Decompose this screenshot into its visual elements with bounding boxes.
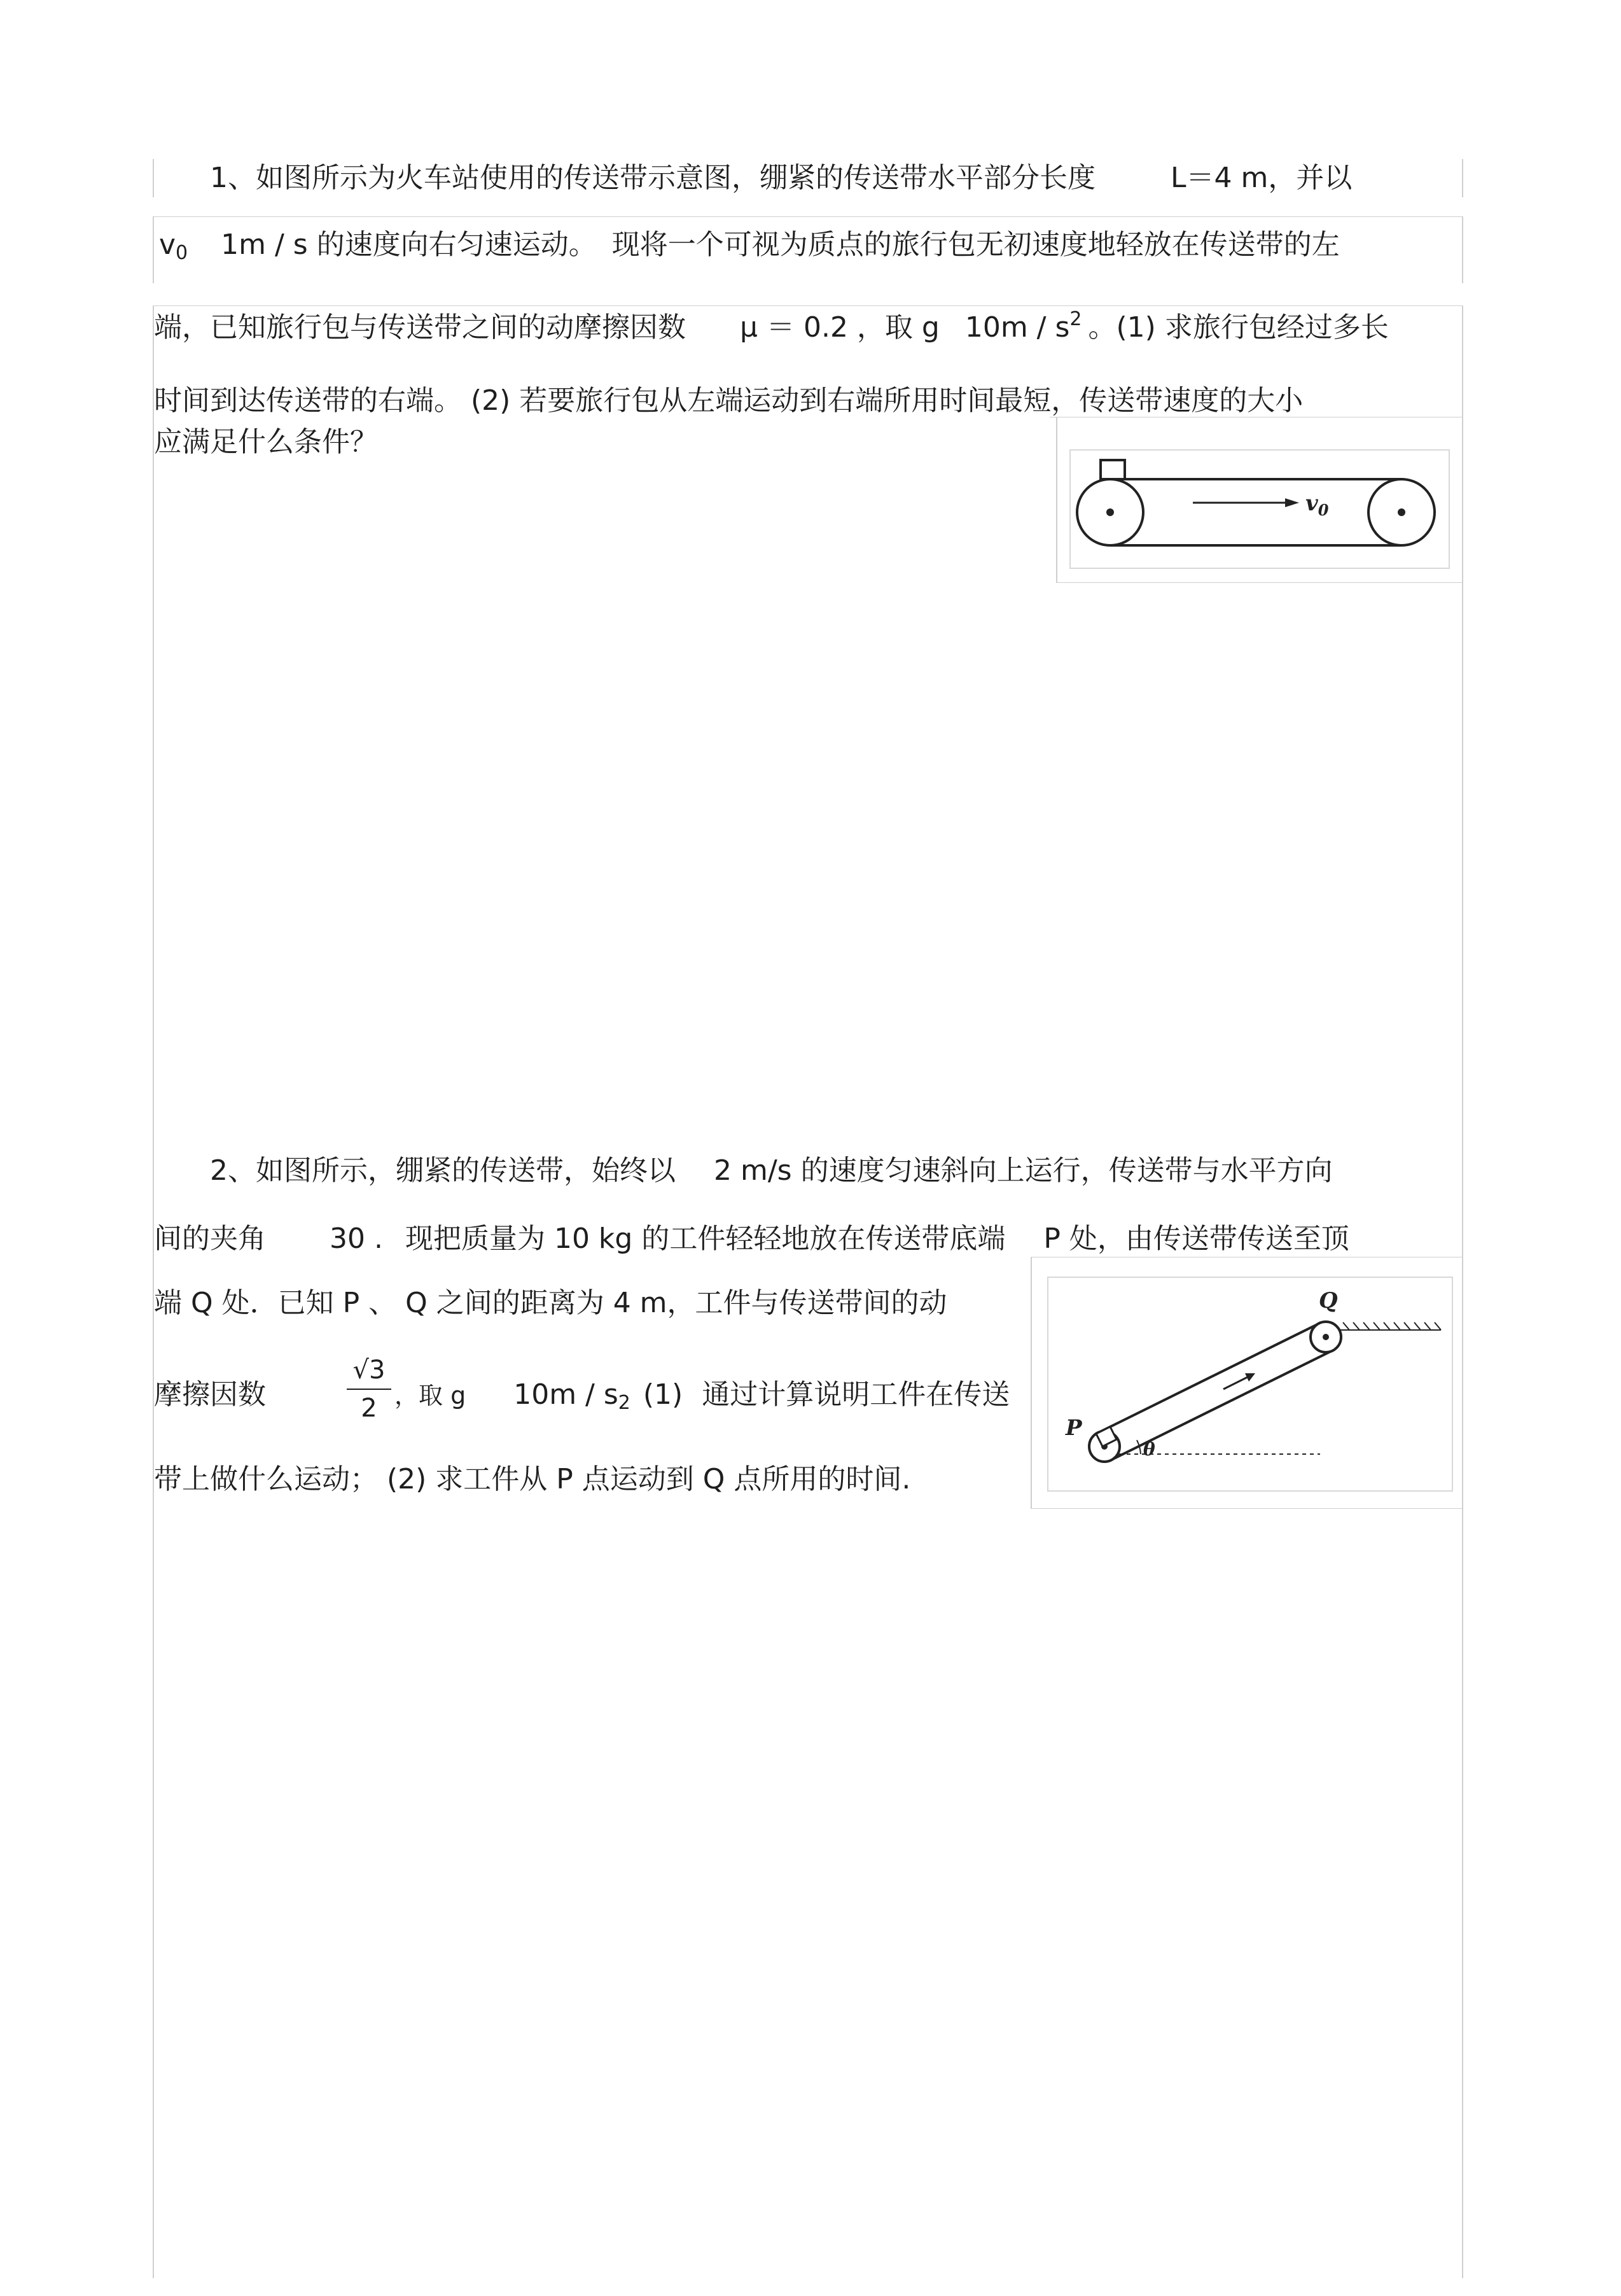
p1-line1	[210, 159, 1352, 197]
rule-h-a	[153, 216, 1463, 217]
incline-belt-top	[1097, 1324, 1319, 1433]
rule-fig2-left	[1031, 1257, 1032, 1508]
p2-angle-label: 间的夹角	[154, 1222, 266, 1255]
fraction-numerator: √3	[352, 1355, 386, 1385]
p1-v0-symbol: $v_0$	[159, 228, 188, 264]
velocity-arrow-head	[1285, 498, 1299, 507]
p2-line1	[210, 1152, 1333, 1190]
p2-mu-fraction	[347, 1354, 391, 1424]
p1-length-value: L＝4 m，并以	[1171, 162, 1353, 194]
figure1-horizontal-belt	[1069, 449, 1451, 570]
p2-g-label: ，取 g	[394, 1382, 466, 1410]
p2-line5	[154, 1460, 910, 1499]
belt-direction-arrow	[1223, 1376, 1249, 1389]
figure2-inclined-belt	[1047, 1276, 1454, 1492]
rule-right-p1b	[1462, 216, 1463, 283]
rule-fig1-left	[1056, 417, 1057, 582]
p2-angle-value: 30 .	[330, 1222, 383, 1255]
p1-line3	[154, 309, 1389, 347]
p2-p-text: P 处，由传送带传送至顶	[1043, 1222, 1349, 1255]
p1-line5-text: 应满足什么条件？	[154, 426, 378, 458]
p2-mass-text: 现把质量为 10 kg 的工件轻轻地放在传送带底端	[405, 1222, 1006, 1255]
rule-h-d	[1056, 582, 1463, 583]
p2-line4	[154, 1376, 266, 1414]
rule-left-p1b	[153, 216, 154, 283]
p1-line3-text: 端，已知旅行包与传送带之间的动摩擦因数	[154, 311, 686, 344]
p1-mu-value: μ ＝ 0.2 ，取 g	[740, 311, 940, 344]
p1-speed-value: 1m / s 的速度向右匀速运动。	[221, 228, 597, 261]
left-pulley	[1077, 479, 1143, 545]
p2-line4-rest	[394, 1376, 1010, 1415]
luggage-box	[1101, 460, 1125, 479]
figure2-p-label: P	[1066, 1415, 1082, 1441]
rule-right-main	[1462, 305, 1463, 2278]
fraction-bar	[347, 1389, 391, 1390]
rule-right-p1a	[1462, 159, 1463, 197]
figure2-q-label: Q	[1319, 1288, 1338, 1313]
ground-hatch	[1332, 1322, 1441, 1330]
rule-left-p1a	[153, 159, 154, 197]
p1-line4	[154, 382, 1303, 420]
p2-line3-text: 端 Q 处．已知 P 、 Q 之间的距离为 4 m，工件与传送带间的动	[154, 1287, 947, 1319]
p2-q1-text: 通过计算说明工件在传送	[702, 1378, 1010, 1411]
p2-line2	[154, 1220, 1349, 1258]
p1-line4-text: 时间到达传送带的右端。 (2) 若要旅行包从左端运动到右端所用时间最短，传送带速度的大小	[154, 384, 1304, 417]
p2-line5-text: 带上做什么运动； (2) 求工件从 P 点运动到 Q 点所用的时间.	[154, 1463, 911, 1495]
right-pulley	[1368, 479, 1435, 545]
figure1-v0-label: $v_0$	[1305, 491, 1329, 519]
p2-friction-label: 摩擦因数	[154, 1378, 266, 1411]
p2-line1-text: 2、如图所示，绷紧的传送带，始终以	[210, 1154, 676, 1187]
top-pulley	[1311, 1322, 1341, 1352]
p2-speed-text: 2 m/s 的速度匀速斜向上运行，传送带与水平方向	[714, 1154, 1333, 1187]
figure2-theta-label: θ	[1143, 1439, 1155, 1460]
rule-h-f	[1031, 1508, 1463, 1509]
p1-line5	[154, 423, 378, 461]
p1-line2	[159, 226, 1340, 264]
p1-line1-text: 1、如图所示为火车站使用的传送带示意图，绷紧的传送带水平部分长度	[210, 162, 1096, 194]
fraction-denominator: 2	[361, 1394, 377, 1423]
p2-line3	[154, 1284, 947, 1322]
p1-line2-text: 现将一个可视为质点的旅行包无初速度地轻放在传送带的左	[611, 228, 1340, 261]
p2-q1-number: (1)	[643, 1378, 683, 1411]
p2-g-value: $10m / s_2$	[513, 1378, 630, 1414]
rule-h-b	[153, 305, 1463, 306]
p1-g-value: $10m / s^2$	[964, 308, 1082, 344]
p1-question1: 。(1) 求旅行包经过多长	[1088, 311, 1389, 344]
